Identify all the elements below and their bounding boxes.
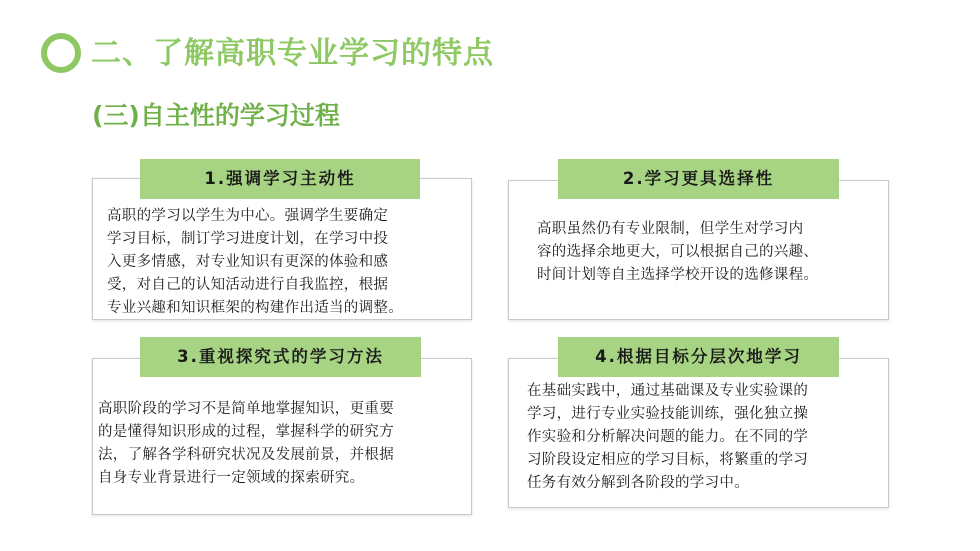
text-line: 专业兴趣和知识框架的构建作出适当的调整。 [107, 300, 403, 316]
text-line: 容的选择余地更大，可以根据自己的兴趣、 [537, 244, 819, 260]
card-selectivity-label: 2.学习更具选择性 [558, 159, 839, 199]
text-line: 的是懂得知识形成的过程，掌握科学的研究方 [98, 424, 394, 440]
text-line: 学习目标，制订学习进度计划，在学习中投 [107, 231, 389, 247]
card-active-learning-label: 1.强调学习主动性 [140, 159, 420, 199]
card-layered-learning-text [527, 380, 885, 495]
page-title: 二、了解高职专业学习的特点 [91, 36, 494, 71]
text-line: 高职虽然仍有专业限制，但学生对学习内 [537, 221, 804, 237]
card-inquiry-method-text [98, 398, 470, 490]
text-line: 习阶段设定相应的学习目标，将繁重的学习 [527, 452, 809, 468]
card-selectivity-text [537, 218, 882, 287]
text-line: 在基础实践中，通过基础课及专业实验课的 [527, 383, 809, 399]
text-line: 学习，进行专业实验技能训练，强化独立操 [527, 406, 809, 422]
card-inquiry-method-label: 3.重视探究式的学习方法 [140, 337, 421, 377]
text-line: 受，对自己的认知活动进行自我监控，根据 [107, 277, 389, 293]
card-active-learning-text [107, 205, 467, 320]
card-layered-learning-label: 4.根据目标分层次地学习 [558, 337, 839, 377]
text-line: 高职阶段的学习不是简单地掌握知识，更重要 [98, 401, 394, 417]
text-line: 高职的学习以学生为中心。强调学生要确定 [107, 208, 389, 224]
text-line: 任务有效分解到各阶段的学习中。 [527, 475, 749, 491]
text-line: 入更多情感，对专业知识有更深的体验和感 [107, 254, 389, 270]
text-line: 作实验和分析解决问题的能力。在不同的学 [527, 429, 809, 445]
text-line: 法，了解各学科研究状况及发展前景，并根据 [98, 447, 394, 463]
section-subtitle: (三)自主性的学习过程 [92, 101, 340, 130]
text-line: 时间计划等自主选择学校开设的选修课程。 [537, 267, 819, 283]
text-line: 自身专业背景进行一定领域的探索研究。 [98, 470, 365, 486]
circle-ring-icon [41, 33, 81, 73]
